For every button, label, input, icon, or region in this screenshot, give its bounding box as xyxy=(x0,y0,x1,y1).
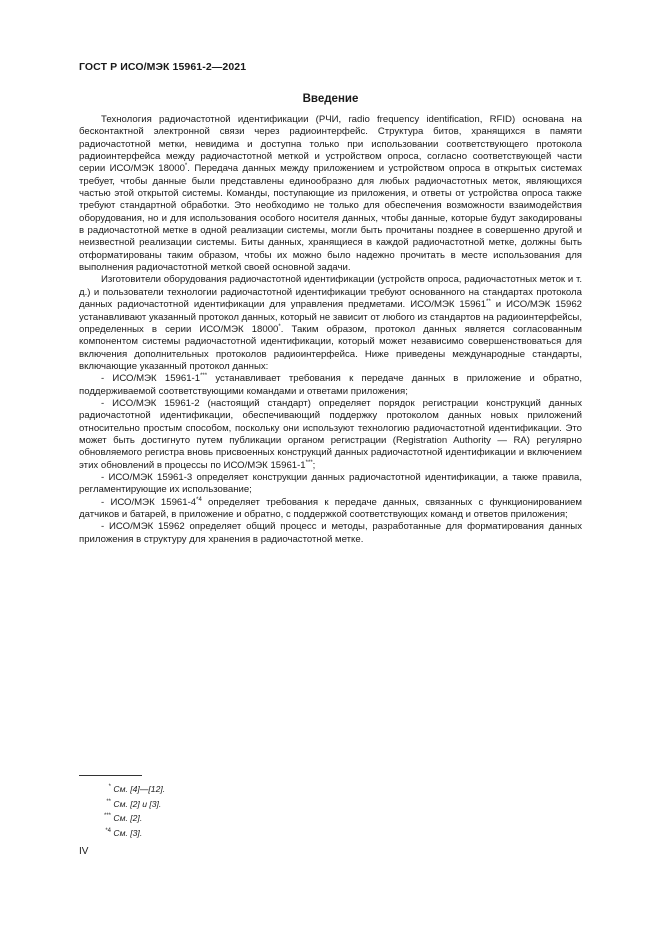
section-title: Введение xyxy=(302,93,359,105)
footnote-ref: ** xyxy=(486,298,491,305)
footnote: ** См. [2] и [3]. xyxy=(106,798,162,809)
body-text xyxy=(79,114,582,546)
footnote: *4 См. [3]. xyxy=(105,827,143,838)
footnote: *** См. [2]. xyxy=(103,813,143,823)
list-item: - ИСО/МЭК 15961-1*** устанавливает требования к передаче данных в приложение и обратно, поддерживаемой соответствующими командами и ответами приложения; xyxy=(79,373,582,397)
document-header: ГОСТ Р ИСО/МЭК 15961-2—2021 xyxy=(79,61,247,73)
footnote-ref: *** xyxy=(305,459,313,466)
footnote-ref: *4 xyxy=(196,496,202,503)
footnote: * См. [4]—[12]. xyxy=(108,784,166,794)
list-item: - ИСО/МЭК 15962 определяет общий процесс и методы, разработанные для форматирования данных приложения в структуру для хранения в радиочастотной метке. xyxy=(79,521,582,545)
paragraph-1: Технология радиочастотной идентификации (РЧИ, radio frequency identification, RFID) основана на бесконтактной электронной связи через радиоинтерфейс. Структура битов, хранящихся в памяти радиочастотной метки, невидима и доступна только при использовании соответствующего протокола радиоинтерфейса между радиочастотной меткой и устройством опроса, согласно соответствующей части серии ИСО/МЭК 18000*. Передача данных между приложением и устройством опроса в открытых системах требует, чтобы данные были представлены единообразно для любых радиочастотных меток, являющихся частью этой открытой системы. Команды, поступающие из приложения, и ответы от устройства опроса также требуют стандартной обработки. Это необходимо не только для обеспечения возможности взаимодействия оборудования, но и для использования особого носителя данных, чтобы данные, которые будут закодированы в радиочастотной метке в одной реализации системы, могли быть прочитаны позднее в совершенно другой и неизвестной реализации системы. Биты данных, хранящиеся в каждой радиочастотной метке, должны быть отформатированы таким образом, чтобы их можно было надежно прочитать в месте использования для выполнения радиочастотной меткой своей основной задачи. xyxy=(79,114,582,274)
footnote-ref: * xyxy=(278,323,281,330)
list-item: - ИСО/МЭК 15961-2 (настоящий стандарт) определяет порядок регистрации конструкций данных радиочастотной идентификации, обеспечивающий поддержку протоколом данных новых приложений относительно простым способом, поскольку они используют технологию радиочастотной идентификации. Это может быть достигнуто путем публикации органом регистрации (Registration Authority — RA) регулярно обновляемого регистра вновь присвоенных конструкций данных радиочастотной идентификации и включением этих обновлений в процессы по ИСО/МЭК 15961-1***; xyxy=(79,397,582,471)
footnote-divider xyxy=(79,775,142,776)
footnote-ref: *** xyxy=(200,373,208,380)
page-number: IV xyxy=(79,846,89,857)
footnote-ref: * xyxy=(184,163,188,170)
footnotes xyxy=(79,782,279,840)
list-item: - ИСО/МЭК 15961-3 определяет конструкции данных радиочастотной идентификации, а также правила, регламентирующие их использование; xyxy=(79,471,582,496)
list-item: - ИСО/МЭК 15961-4$^{*4}$ определяет требования к передаче данных, связанных с функционированием датчиков и батарей, в приложение и обратно, с поддержкой соответствующих команд и ответов приложения; xyxy=(79,496,582,520)
paragraph-2: Изготовители оборудования радиочастотной идентификации (устройств опроса, радиочастотных меток и т. д.) и пользователи технологии радиочастотной идентификации требуют основанного на стандартах протокола данных радиочастотной идентификации для управления предметами. ИСО/МЭК 15961** и ИСО/МЭК 15962 устанавливают указанный протокол данных, который не зависит от любого из стандартов на радиоинтерфейсы, определенных в серии ИСО/МЭК 18000*. Таким образом, протокол данных является согласованным компонентом системы радиочастотной идентификации, который может независимо совершенствоваться для включения дополнительных протоколов радиоинтерфейса. Ниже приведены международные стандарты, включающие указанный протокол данных: xyxy=(79,274,583,372)
